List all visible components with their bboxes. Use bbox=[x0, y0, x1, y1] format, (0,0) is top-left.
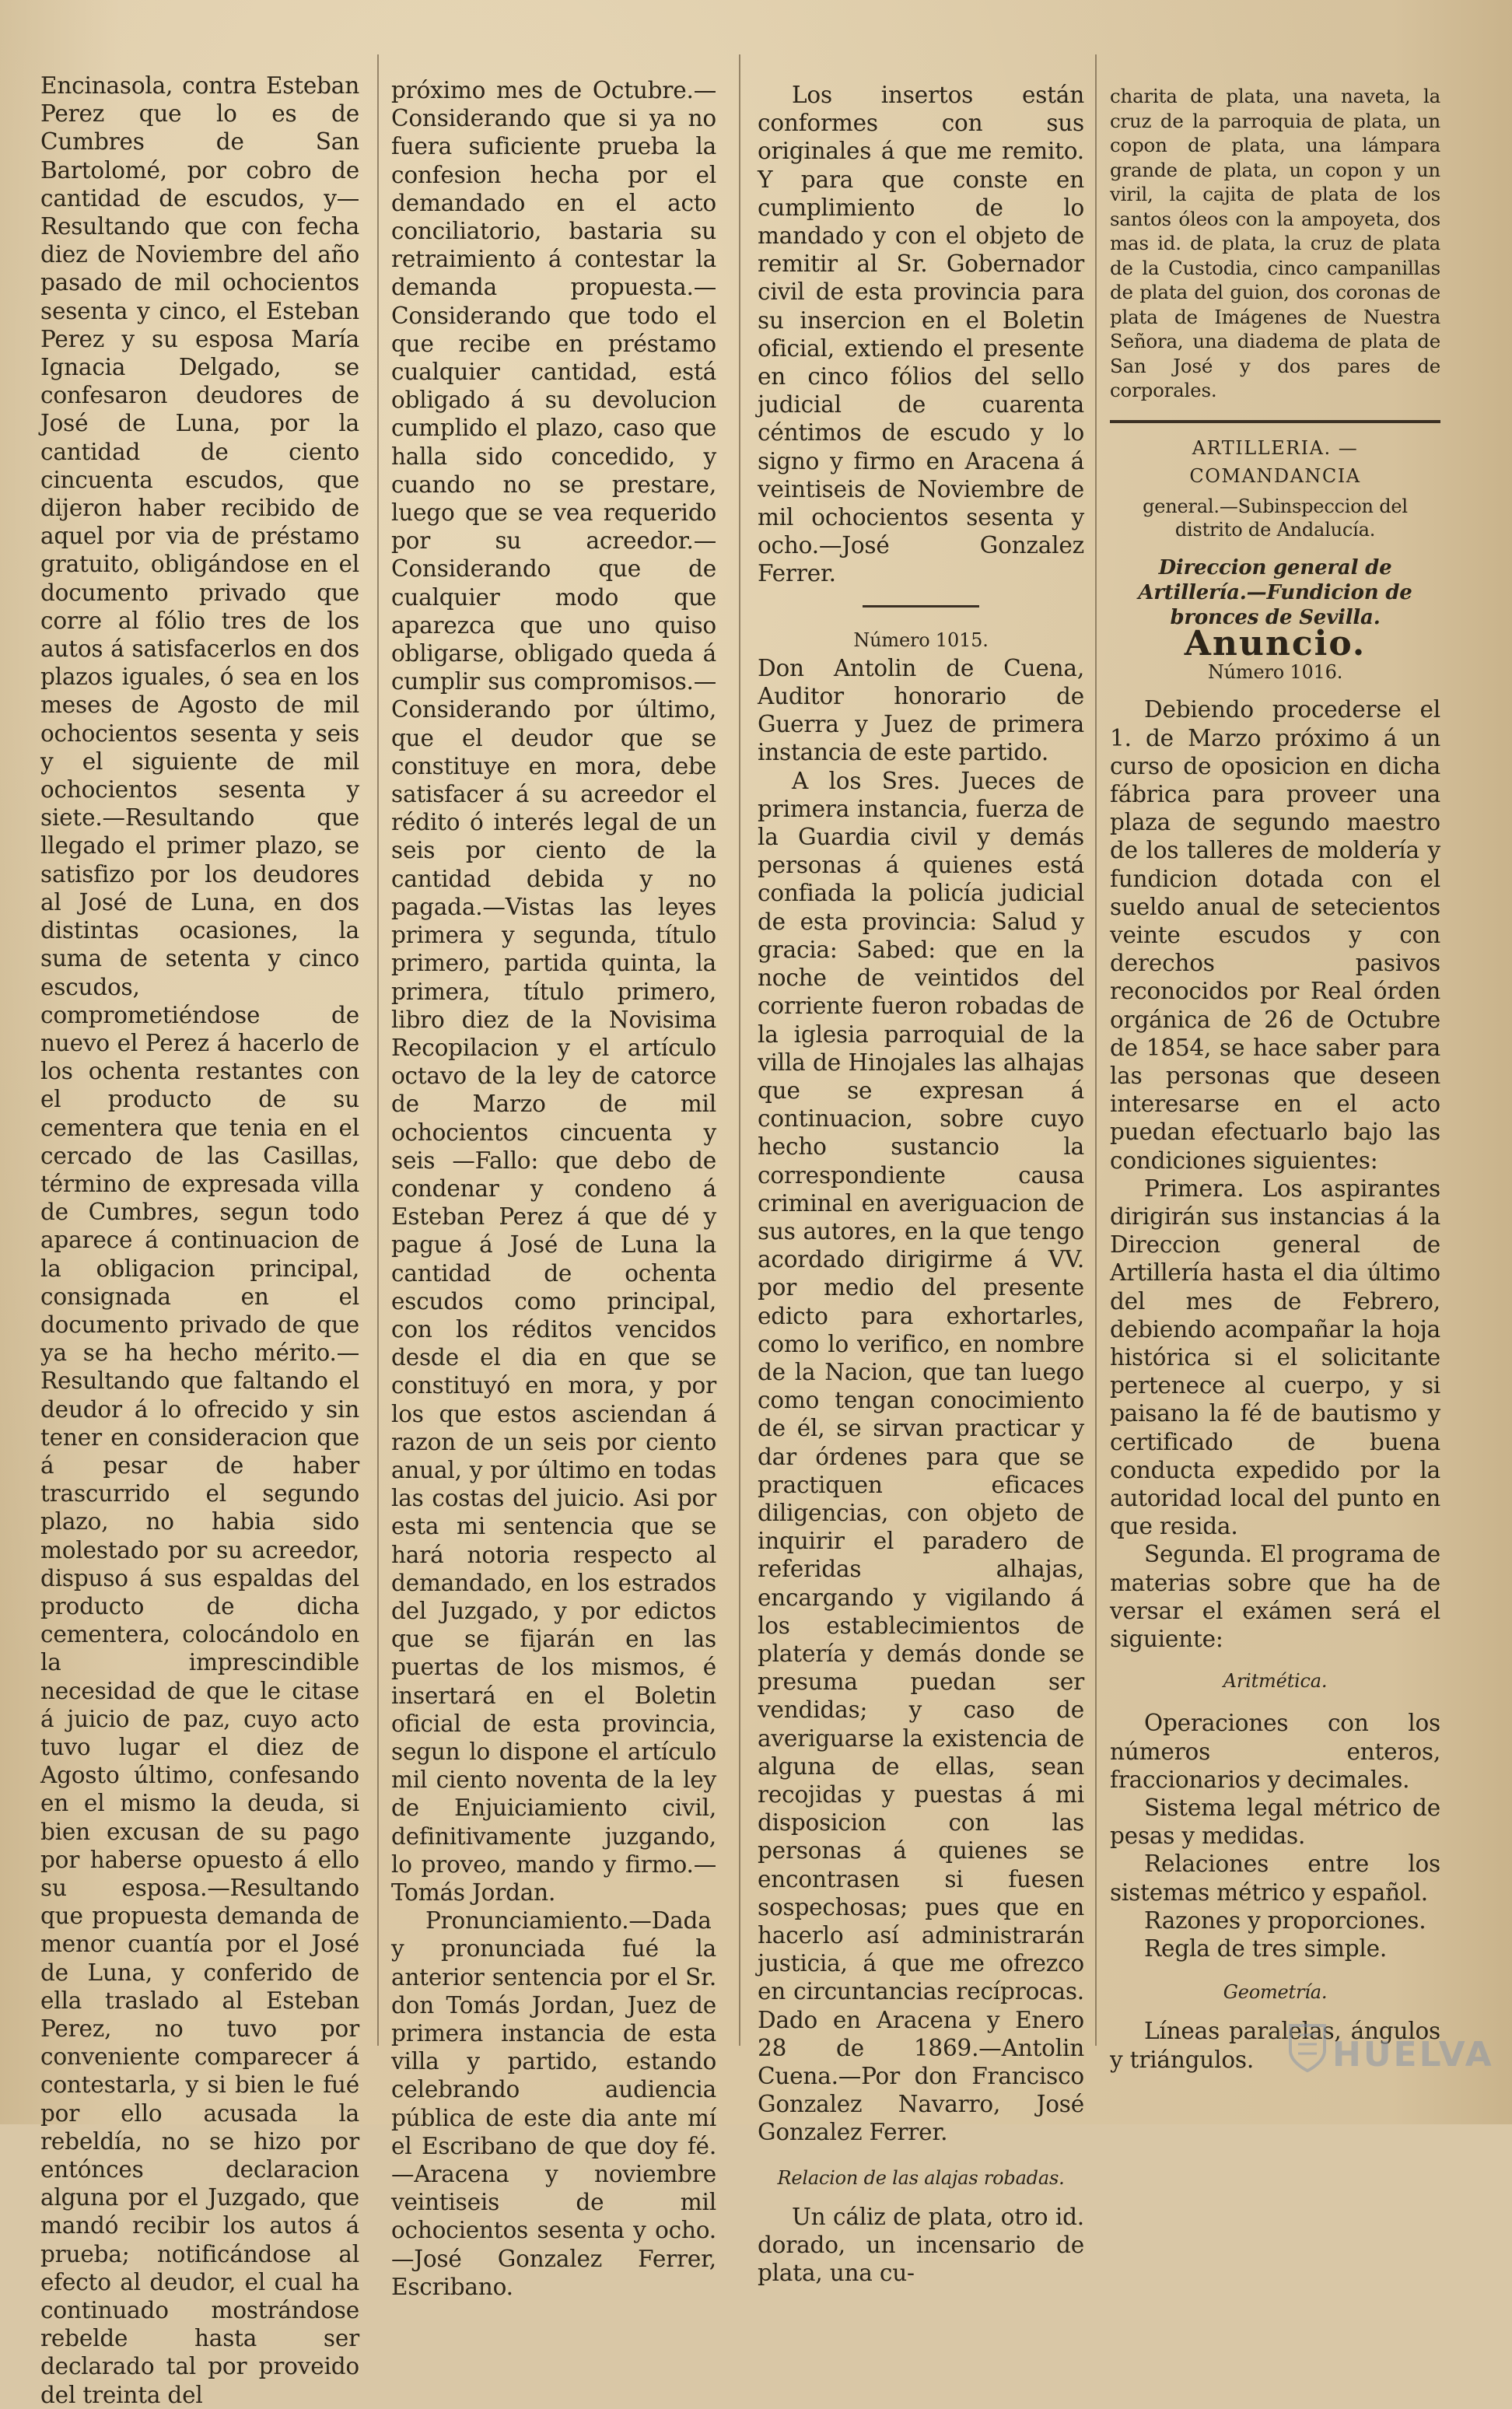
aritmetica-heading: Aritmética. bbox=[1223, 1670, 1328, 1693]
archive-stamp bbox=[1287, 2013, 1494, 2083]
aritmetica-item: Operaciones con los números enteros, fraccionarios y decimales. bbox=[1110, 1710, 1440, 1793]
notice-number: Número 1016. bbox=[1207, 661, 1343, 684]
section-separator bbox=[863, 605, 979, 608]
column-4 bbox=[1110, 84, 1440, 2075]
shield-icon bbox=[1287, 2022, 1328, 2074]
geometria-heading: Geometría. bbox=[1223, 1981, 1328, 2004]
pronunciamiento: Pronunciamiento.—Dada y pronunciada fué la anterior sentencia por el Sr. don Tomás Jordan, Juez de primera instancia de esta villa y partido, estando celebrando audiencia pública de este dia ante mí el Escribano de que doy fé.—Aracena y noviembre veintiseis de mil ochocientos sesenta y ocho.—José Gonzalez Ferrer, Escribano. bbox=[391, 1907, 716, 2300]
anuncio-title: Anuncio. bbox=[1184, 623, 1367, 664]
sentence-continuation: próximo mes de Octubre.—Considerando que si ya no fuera suficiente prueba la confesion hecha por el demandado en el acto conciliatorio, bastaria su retraimiento á contestar la demanda propuesta.—Considerando que todo el que recibe en préstamo cualquier cantidad, está obligado á su devolucion cumplido el plazo, caso que halla sido concedido, y cuando no se prestare, luego que se vea requerido por su acreedor.—Considerando que de cualquier modo que aparezca que uno quiso obligarse, obligado queda á cumplir sus compromisos.—Considerando por último, que el deudor que se constituye en mora, debe satisfacer á su acreedor el rédito ó interés legal de un seis por ciento de la cantidad debida y no pagada.—Vistas las leyes primera y segunda, título primero, partida quinta, la primera, título primero, libro diez de la Novisima Recopilacion y el artículo octavo de la ley de catorce de Marzo de mil ochocientos cincuenta y seis —Fallo: que debo de condenar y condeno á Esteban Perez á que dé y pague á José de Luna la cantidad de ochenta escudos como principal, con los réditos vencidos desde el dia en que se constituyó en mora, y por los que estos asciendan á razon de un seis por ciento anual, y por último en todas las costas del juicio. Asi por esta mi sentencia que se hará notoria respecto al demandado, en los estrados del Juzgado, y por edictos que se fijarán en las puertas de los mismos, é insertará en el Boletin oficial de esta provincia, segun lo dispone el artículo mil ciento noventa de la ley de Enjuiciamiento civil, definitivamente juzgando, lo proveo, mando y firmo.—Tomás Jordan. bbox=[391, 77, 716, 1906]
aritmetica-item: Razones y proporciones. bbox=[1144, 1907, 1426, 1934]
geometria-item: Líneas paralelas, ángulos y triángulos. bbox=[1110, 2018, 1440, 2073]
aritmetica-item: Relaciones entre los sistemas métrico y español. bbox=[1110, 1851, 1440, 1906]
stamp-text: HUELVA bbox=[1332, 2035, 1494, 2075]
artilleria-heading: ARTILLERIA. — COMANDANCIA bbox=[1189, 436, 1361, 487]
condition-primera: Primera. Los aspirantes dirigirán sus instancias á la Direccion general de Artillería hasta el dia último del mes de Febrero, debiendo acompañar la hoja histórica si el solicitante pertenece al cuerpo, y si paisano la fé de bautismo y certificado de buena conducta expedido por la autoridad local del punto en que resida. bbox=[1110, 1175, 1440, 1540]
relacion-text: Un cáliz de plata, otro id. dorado, un incensario de plata, una cu- bbox=[758, 2203, 1084, 2287]
relacion-continuation: charita de plata, una naveta, la cruz de la parroquia de plata, un copon de plata, una lámpara grande de plata, un copon y un viril, la cajita de plata de los santos óleos con la ampoyeta, dos mas id. de plata, la cruz de plata de la Custodia, cinco campanillas de plata del guion, dos coronas de plata de Imágenes de Nuestra Señora, una diadema de plata de San José y dos pares de corporales. bbox=[1110, 85, 1440, 401]
aritmetica-item: Sistema legal métrico de pesas y medidas. bbox=[1110, 1794, 1440, 1850]
aritmetica-item: Regla de tres simple. bbox=[1144, 1935, 1388, 1963]
section-separator bbox=[1110, 420, 1440, 423]
column-3 bbox=[758, 81, 1084, 2287]
direccion-heading: Direccion general de Artillería.—Fundicion de bronces de Sevilla. bbox=[1138, 555, 1412, 629]
column-rule bbox=[377, 54, 379, 2046]
anuncio-text: Debiendo procederse el 1. de Marzo próximo á un curso de oposicion en dicha fábrica para proveer una plaza de segundo maestro de los talleres de moldería y fundicion dotada con el sueldo anual de setecientos veinte escudos y con derechos pasivos reconocidos por Real órden orgánica de 26 de Octubre de 1854, se hace saber para las personas que deseen interesarse en el acto puedan efectuarlo bajo las condiciones siguientes: bbox=[1110, 696, 1440, 1174]
sentence-text: Encinasola, contra Esteban Perez que lo es de Cumbres de San Bartolomé, por cobro de cantidad de escudos, y—Resultando que con fecha diez de Noviembre del año pasado de mil ochocientos sesenta y cinco, el Esteban Perez y su esposa María Ignacia Delgado, se confesaron deudores de José de Luna, por la cantidad de ciento cincuenta escudos, que dijeron haber recibido de aquel por via de préstamo gratuito, obligándose en el documento privado que corre al fólio tres de los autos á satisfacerlos en dos plazos iguales, ó sea en los meses de Agosto de mil ochocientos sesenta y seis y el siguiente de mil ochocientos sesenta y siete.—Resultando que llegado el primer plazo, se satisfizo por los deudores al José de Luna, en dos distintas ocasiones, la suma de setenta y cinco escudos, comprometiéndose de nuevo el Perez á hacerlo de los ochenta restantes con el producto de su cementera que tenia en el cercado de las Casillas, término de expresada villa de Cumbres, segun todo aparece á continuacion de la obligacion principal, consignada en el documento privado de que ya se ha hecho mérito.—Resultando que faltando el deudor á lo ofrecido y sin tener en consideracion que á pesar de haber trascurrido el segundo plazo, no habia sido molestado por su acreedor, dispuso á sus espaldas del producto de dicha cementera, colocándolo en la imprescindible necesidad de que le citase á juicio de paz, cuyo acto tuvo lugar el diez de Agosto último, confesando en el mismo la deuda, si bien excusan de su pago por haberse opuesto á ello su esposa.—Resultando que propuesta demanda de menor cuantía por el José de Luna, y conferido de ella traslado al Esteban Perez, no tuvo por conveniente comparecer á contestarla, y si bien le fué por ello acusada la rebeldía, no se hizo por entónces declaracion alguna por el Juzgado, que mandó recibir los autos á prueba; notificándose al efecto al deudor, el cual ha continuado mostrándose rebelde hasta ser declarado tal por proveido del treinta del bbox=[40, 72, 359, 2408]
column-rule bbox=[1095, 54, 1097, 2046]
column-rule bbox=[739, 54, 740, 2046]
relacion-title: Relacion de las alajas robadas. bbox=[777, 2166, 1065, 2189]
condition-segunda: Segunda. El programa de materias sobre que ha de versar el exámen será el siguiente: bbox=[1110, 1541, 1440, 1653]
notice-heading: Don Antolin de Cuena, Auditor honorario de Guerra y Juez de primera instancia de este partido. bbox=[758, 654, 1084, 766]
insertos-text: Los insertos están conformes con sus originales á que me remito. Y para que conste en cumplimiento de lo mandado y con el objeto de remitir al Sr. Gobernador civil de esta provincia para su insercion en el Boletin oficial, extiendo el presente en cinco fólios del sello judicial de cuarenta céntimos de escudo y lo signo y firmo en Aracena á veintiseis de Noviembre de mil ochocientos sesenta y ocho.—José Gonzalez Ferrer. bbox=[758, 82, 1084, 587]
column-1 bbox=[40, 72, 359, 2408]
edict-text: A los Sres. Jueces de primera instancia, fuerza de la Guardia civil y demás personas á quienes está confiada la policía judicial de esta provincia: Salud y gracia: Sabed: que en la noche de veintidos del corriente fueron robadas de la iglesia parroquial de la villa de Hinojales las alhajas que se expresan á continuacion, sobre cuyo hecho sustancio la correspondiente causa criminal en averiguacion de sus autores, en la que tengo acordado dirigirme á VV. por medio del presente edicto para exhortarles, como lo verifico, en nombre de la Nacion, que tan luego como tengan conocimiento de él, se sirvan practicar y dar órdenes para que se practiquen eficaces diligencias, con objeto de inquirir el paradero de referidas alhajas, encargando y vigilando á los establecimientos de platería y demás donde se presuma puedan ser vendidas; y caso de averiguarse la existencia de alguna de ellas, sean recojidas y puestas á mi disposicion con las personas á quienes se encontrasen si fuesen sospechosas; pues que en hacerlo así administrarán justicia, á que me ofrezco en circuntancias recíprocas. Dado en Aracena y Enero 28 de 1869.—Antolin Cuena.—Por don Francisco Gonzalez Navarro, José Gonzalez Ferrer. bbox=[758, 767, 1084, 2146]
artilleria-subheading: general.—Subinspeccion del distrito de Andalucía. bbox=[1143, 495, 1408, 541]
column-2 bbox=[391, 76, 716, 2300]
notice-number: Número 1015. bbox=[853, 629, 989, 651]
